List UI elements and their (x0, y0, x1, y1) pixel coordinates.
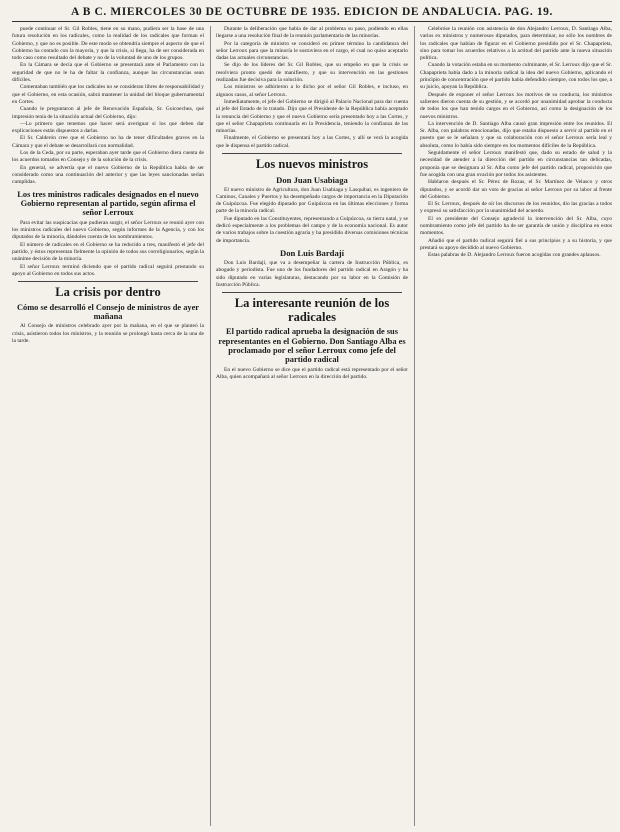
column-3 (414, 26, 612, 826)
paragraph: Los ministros se adhirieron a lo dicho por el señor Gil Robles, e incluso, en algunos casos, al señor Lerroux. (216, 84, 408, 98)
paragraph: Al Consejo de ministros celebrado ayer por la mañana, en el que se planteó la crisis, asistieron todos los ministros, y la reunión se prolongó hasta cerca de la una de la tarde. (12, 323, 204, 345)
paragraph: Durante la deliberación que había de dar al problema su paso, pudiendo en ellas llegarse a una resolución final de la reunión parlamentaria de las minorías. (216, 26, 408, 40)
paragraph: Cuando le preguntaron al jefe de Renovación Española, Sr. Goicoechea, qué impresión tenía de la situación actual del Gobierno, dijo: (12, 106, 204, 120)
paragraph: puede continuar el Sr. Gil Robles, tiene en su mano, pudiera ser la base de una futura resolución en los radicales, como la realidad de los radicales que forman el Gobierno, y que no es posible. De este modo se obtendría siempre el aspecto de que el Gobierno ha contado con la mayoría, y que la crisis, si llega, ha de ser considerada en todo caso como resultado del debate y no de la voluntad de uno de los grupos. (12, 26, 204, 62)
column-2 (210, 26, 408, 826)
paragraph: Cuando la votación estaba en su momento culminante, el Sr. Lerroux dijo que el Sr. Chapaprieta había dado a la minoría radical la idea del nuevo Gobierno, aplicando el principio de concentración que el partido había defendido siempre, con todos los que, a su juicio, apoyan la República. (420, 62, 612, 91)
headline-crisis: La crisis por dentro (55, 285, 161, 300)
paragraph: En el nuevo Gobierno se dice que el partido radical está representado por el señor Alba, quien acompañará al señor Lerroux en la dirección del partido. (216, 366, 408, 381)
masthead: A B C. MIERCOLES 30 DE OCTUBRE DE 1935. EDICION DE ANDALUCIA. PAG. 19. (12, 6, 612, 22)
paragraph: El Sr. Calderón cree que el Gobierno no ha de tener dificultades graves en la Cámara y que el debate se desarrollará con normalidad. (12, 135, 204, 149)
divider (222, 153, 402, 154)
name-usabiaga: Don Juan Usabiaga (276, 174, 348, 185)
subheadline-council: Cómo se desarrolló el Consejo de ministros de ayer mañana (16, 302, 200, 322)
paragraph: Finalmente, el Gobierno se presentará hoy a las Cortes, y allí se verá la acogida que le dispensa el partido radical. (216, 135, 408, 149)
subheadline-alba: El partido radical aprueba la designación de sus representantes en el Gobierno. Don Santiago Alba es proclamado por el señor Lerroux como jefe del partido radical (218, 327, 406, 365)
paragraph: Se dijo de los líderes del Sr. Gil Robles, que su empeño en que la crisis se resolviera pronto quedó de manifiesto, y que su intervención en las gestiones realizadas fue decisiva para la solución. (216, 62, 408, 84)
paragraph: Por la categoría de ministro se consideró en primer término la candidatura del señor Lerroux para que la minoría le sostuviera en el cargo, el cual no quiso aceptarlo dadas las actuales circunstancias. (216, 40, 408, 62)
paragraph: Hablaron después el Sr. Pérez de Rozas, el Sr. Martínez de Velasco y otros diputados, y se acordó dar un voto de gracias al señor Lerroux por su labor al frente del Gobierno. (420, 179, 612, 200)
columns (12, 26, 612, 826)
divider (222, 292, 402, 293)
paragraph: El Sr. Lerroux, después de oír los discursos de los reunidos, dio las gracias a todos y expresó su satisfacción por la unanimidad del acuerdo. (420, 201, 612, 215)
headline-radical-ministers: Los tres ministros radicales designados en el nuevo Gobierno representan al partido, según afirma el señor Lerroux (17, 189, 199, 218)
paragraph: Inmediatamente, el jefe del Gobierno se dirigió al Palacio Nacional para dar cuenta al jefe del Estado de lo tratado. Dijo que el Presidente de la República había aceptado la renuncia del Gobierno y que el nuevo Gobierno sería presentado hoy a las Cortes, y que el señor Chapaprieta continuaría en la Presidencia, teniendo la confianza de las minorías. (216, 98, 408, 135)
headline-radicals-meeting: La interesante reunión de los radicales (234, 296, 390, 324)
paragraph: Para evitar las suspicacias que pudieran surgir, el señor Lerroux se reunió ayer con los ministros radicales del nuevo Gobierno, según informes de la Agencia, y con los diputados de la minoría, dándoles cuenta de los nombramientos. (12, 219, 204, 241)
paragraph: Comentaban también que los radicales no se consideran libres de responsabilidad y que el Gobierno, en esta ocasión, sabrá mantener la unidad del bloque gubernamental en Cortes. (12, 84, 204, 105)
paragraph: Don Luis Bardají, que va a desempeñar la cartera de Instrucción Pública, es abogado y periodista. Fue uno de los fundadores del partido radical en Aragón y ha sido diputado en varias legislaturas, destacando por su labor en la Comisión de Instrucción Pública. (216, 259, 408, 288)
paragraph: El número de radicales en el Gobierno se ha reducido a tres, manifestó el jefe del partido, y éstos representan fielmente la opinión de todos sus correligionarios, según la unánime decisión de la minoría. (12, 241, 204, 263)
paragraph: Después de exponer el señor Lerroux los motivos de su conducta, los ministros salientes dieron cuenta de su gestión, y se acordó por unanimidad aprobar la conducta de todos los que han tenido cargos en el Gobierno, así como la designación de los nuevos ministros. (420, 91, 612, 120)
name-bardaji: Don Luis Bardají (280, 247, 344, 258)
paragraph: Seguidamente el señor Lerroux manifestó que, dado su estado de salud y la necesidad de atender a la dirección del partido en circunstancias tan delicadas, proponía que se designara al Sr. Alba como jefe del partido radical, proposición que fue acogida con una gran ovación por todos los asistentes. (420, 150, 612, 178)
divider (18, 281, 198, 282)
paragraph: Añadió que el partido radical seguirá fiel a sus principios y a su historia, y que prestará su apoyo decidido al nuevo Gobierno. (420, 237, 612, 251)
paragraph: En la Cámara se decía que el Gobierno se presentará ante el Parlamento con la seguridad de que no le ha de faltar la confianza, aunque las circunstancias sean difíciles. (12, 62, 204, 84)
headline-new-ministers: Los nuevos ministros (255, 157, 369, 172)
paragraph: Los de la Ceda, por su parte, esperaban ayer tarde que el Gobierno diera cuenta de los acuerdos tomados en Consejo y de la solución de la crisis. (12, 150, 204, 164)
paragraph: Estas palabras de D. Alejandro Lerroux fueron acogidas con grandes aplausos. (428, 252, 601, 259)
paragraph: El ex presidente del Consejo agradeció la intervención del Sr. Alba, cuyo nombramiento como jefe del partido ha de ser garantía de unión y disciplina en estos momentos. (420, 215, 612, 237)
paragraph: En general, se advertía que el nuevo Gobierno de la República había de ser considerado como una continuación del anterior y que las leyes sancionadas serían cumplidas. (12, 164, 204, 186)
paragraph: El nuevo ministro de Agricultura, don Juan Usabiaga y Lasquibar, es ingeniero de Caminos, Canales y Puertos y ha desempeñado cargos de importancia en la Diputación de Guipúzcoa. Fue elegido diputado por Guipúzcoa en las últimas elecciones y forma parte de la minoría radical. (216, 186, 408, 215)
paragraph: —Lo primero que tenemos que hacer será averiguar si los que deben dar explicaciones están dispuestos a darlas. (12, 120, 204, 135)
paragraph: La intervención de D. Santiago Alba causó gran impresión entre los reunidos. El Sr. Alba, con palabras emocionadas, dijo que estaba dispuesto a servir al partido en el puesto que se le señalara y que su colaboración con el señor Lerroux sería leal y absoluta, como lo había sido siempre en los momentos difíciles de la República. (420, 120, 612, 149)
paragraph: Celebróse la reunión con asistencia de don Alejandro Lerroux, D. Santiago Alba, varios ex ministros y numerosos diputados, para determinar, no sólo los nombres de los radicales que habían de figurar en el Gobierno presidido por el Sr. Chapaprieta, sino para tomar los acuerdos relativos a la actitud del partido ante la nueva situación política. (420, 26, 612, 62)
column-1 (12, 26, 204, 826)
paragraph: El señor Lerroux terminó diciendo que el partido radical seguirá prestando su apoyo al Gobierno en todos sus actos. (12, 263, 204, 277)
paragraph: Fue diputado en las Constituyentes, representando a Guipúzcoa, su tierra natal, y se dedicó especialmente a los problemas del campo y de la economía nacional. Es autor de varios trabajos sobre la cuestión agraria y ha presidido diversas comisiones técnicas de importancia. (216, 215, 408, 244)
